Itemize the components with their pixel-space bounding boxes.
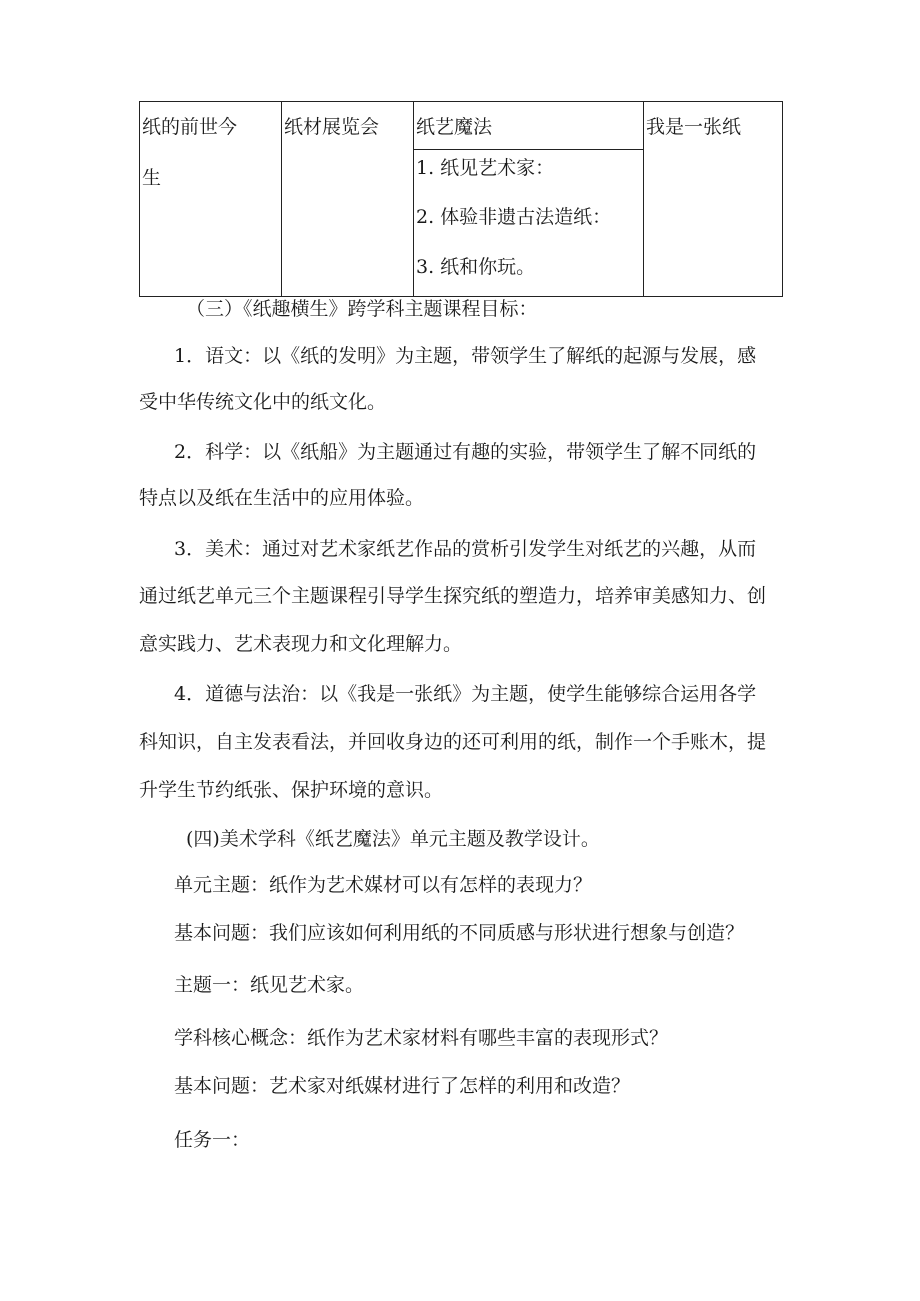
goal-morality-line1: 4．道德与法治：以《我是一张纸》为主题，使学生能够综合运用各学 [174,683,757,705]
goal-science-line1: 2．科学：以《纸船》为主题通过有趣的实验，带领学生了解不同纸的 [174,441,757,463]
goal-science-line2: 特点以及纸在生活中的应用体验。 [139,487,425,509]
section3-heading: （三）《纸趣横生》跨学科主题课程目标： [186,298,538,320]
core-concept: 学科核心概念：纸作为艺术家材料有哪些丰富的表现形式？ [174,1027,669,1049]
basic-question-2: 基本问题：艺术家对纸媒材进行了怎样的利用和改造？ [174,1075,631,1097]
table-inner-divider [413,149,644,150]
basic-question-1: 基本问题：我们应该如何利用纸的不同质感与形状进行想象与创造？ [174,922,745,944]
goal-art-line3: 意实践力、艺术表现力和文化理解力。 [139,633,463,655]
goal-morality-line3: 升学生节约纸张、保护环境的意识。 [139,779,444,801]
goal-chinese-line1: 1．语文：以《纸的发明》为主题，带领学生了解纸的起源与发展，感 [174,345,757,367]
table-col3-header: 纸艺魔法 [416,116,493,138]
goal-art-line1: 3．美术：通过对艺术家纸艺作品的赏析引发学生对纸艺的兴趣，从而 [174,538,757,560]
table-col2-text: 纸材展览会 [284,116,380,138]
table-col1-line2: 生 [142,167,162,189]
table-col3-item-1: 1. 纸见艺术家： [416,157,555,179]
table-col3-item-3: 3. 纸和你玩。 [416,256,536,278]
table-col4-text: 我是一张纸 [646,116,742,138]
section4-heading: (四)美术学科《纸艺魔法》单元主题及教学设计。 [186,828,600,850]
topic-one: 主题一：纸见艺术家。 [174,974,365,996]
table-col1-line1: 纸的前世今 [142,116,238,138]
task-one: 任务一： [174,1129,251,1151]
goal-art-line2: 通过纸艺单元三个主题课程引导学生探究纸的塑造力，培养审美感知力、创 [139,585,767,607]
goal-morality-line2: 科知识，自主发表看法，并回收身边的还可利用的纸，制作一个手账木，提 [139,731,767,753]
goal-chinese-line2: 受中华传统文化中的纸文化。 [139,391,387,413]
unit-theme: 单元主题：纸作为艺术媒材可以有怎样的表现力？ [174,874,593,896]
table-col3-item-2: 2. 体验非遗古法造纸： [416,206,612,228]
